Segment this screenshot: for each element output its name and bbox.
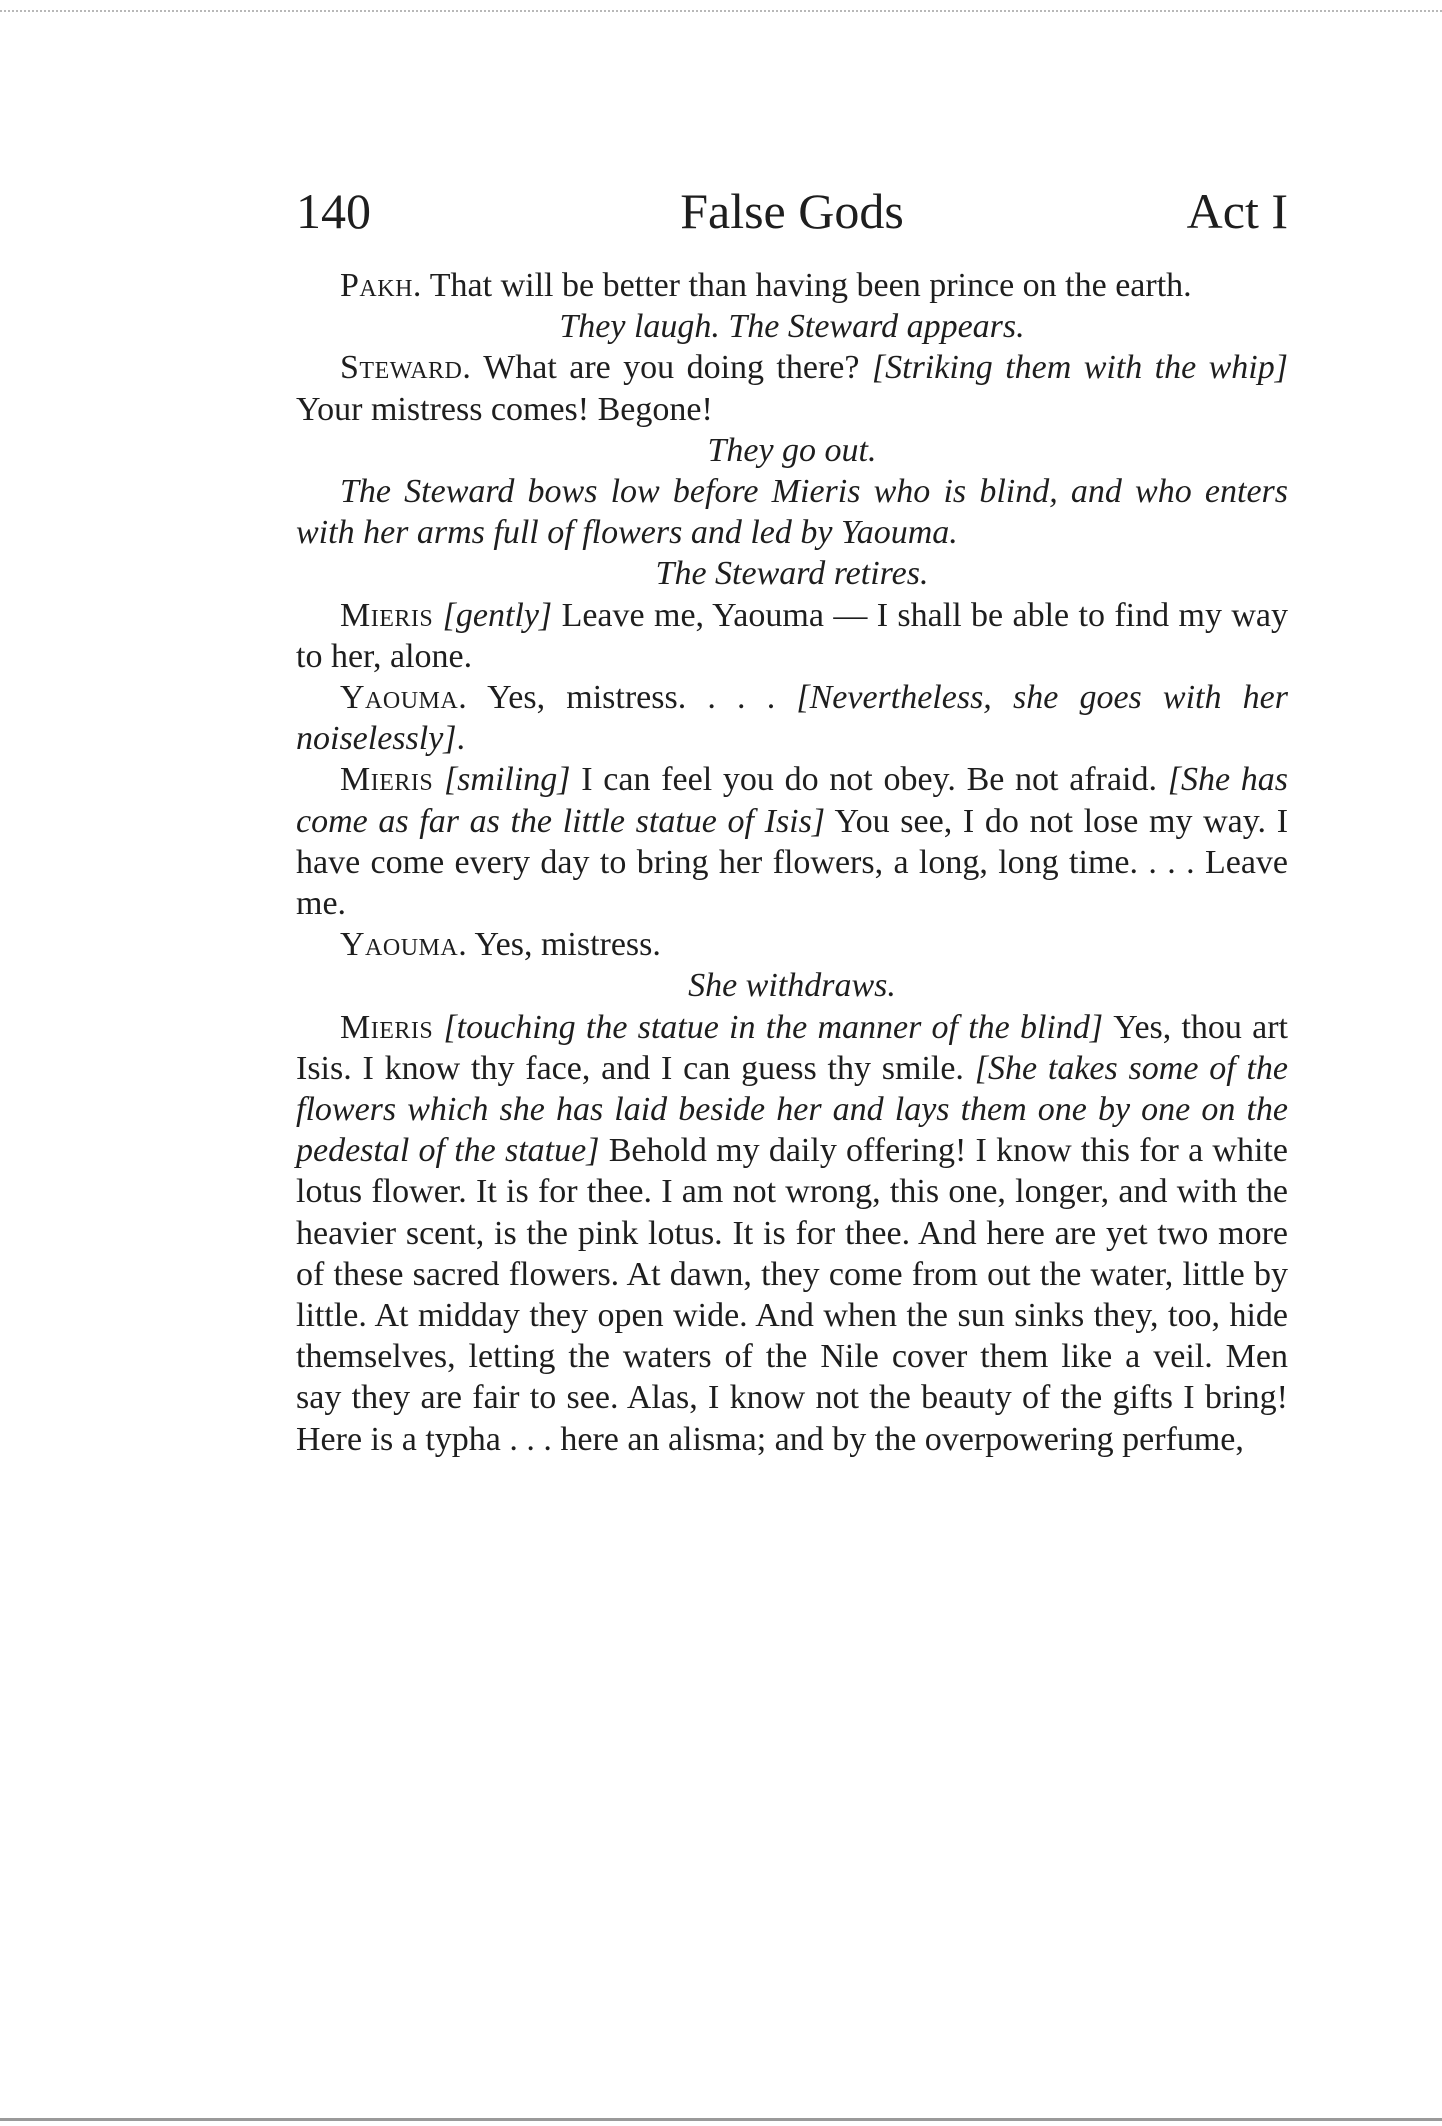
speech-text: Behold my daily offering! I know this for a white lotus flower. It is for thee. I am not wrong, this one, longer, and with the heavier scent, is the pink lotus. It is for thee. And here are yet two more of these sacred flowers. At dawn, they come from out the water, little by little. At midday they open wide. And when the sun sinks they, too, hide themselves, letting the waters of the Nile cover them like a veil. Men say they are fair to see. Alas, I know not the beauty of the gifts I bring! Here is a typha . . . here an alisma; and by the overpowering perfume, — [296, 1132, 1288, 1458]
stage-direction-block: The Steward bows low before Mieris who is blind, and who enters with her arms full of flowers and led by Yaouma. — [296, 473, 1288, 552]
act-label: Act I — [1186, 183, 1288, 239]
speech-text: . — [456, 720, 466, 758]
inline-direction: [Striking them with the whip] — [871, 349, 1288, 387]
inline-direction: [gently] — [433, 596, 562, 634]
speech-mieris — [296, 1007, 1288, 1460]
speech-text: Yes, mistress. — [467, 926, 661, 964]
speaker-name: Pakh. — [340, 267, 422, 304]
speech-yaouma — [296, 677, 1288, 759]
speech-text: Your mistress comes! Begone! — [296, 390, 713, 428]
inline-direction: [touching the statue in the manner of the blind] — [433, 1008, 1114, 1046]
inline-direction: [smiling] — [433, 761, 582, 799]
speaker-name: Mieris — [340, 761, 434, 799]
stage-direction: She withdraws. — [688, 967, 896, 1005]
top-edge-rule — [0, 10, 1442, 12]
inline-direction: [She takes some of the flowers which she has laid beside her and lays them one by one on the pedestal of the statue] — [296, 1049, 1289, 1170]
speech-text: Yes, mistress. . . . — [467, 679, 797, 717]
stage-direction: They go out. — [707, 431, 877, 469]
inline-direction: [She has come as far as the little statue of Isis] — [296, 761, 1288, 840]
speech-text: Leave me, Yaouma — I shall be able to find my way to her, alone. — [296, 596, 1289, 675]
speech-text: I can feel you do not obey. Be not afraid. — [581, 761, 1168, 799]
speaker-name: Mieris — [340, 1008, 434, 1046]
speaker-name: Mieris — [340, 596, 434, 634]
speaker-name: Yaouma. — [340, 679, 468, 717]
speech-pakh — [296, 265, 1288, 306]
stage-direction: The Steward retires. — [655, 555, 929, 593]
speech-text: You see, I do not lose my way. I have come every day to bring her flowers, a long, long time. . . . Leave me. — [296, 802, 1289, 923]
speaker-name: Steward. — [340, 349, 472, 387]
page-number: 140 — [296, 183, 371, 239]
running-title: False Gods — [680, 183, 904, 239]
speaker-name: Yaouma. — [340, 926, 468, 964]
inline-direction: [Nevertheless, she goes with her noiselessly] — [296, 679, 1288, 758]
speech-yaouma — [296, 924, 1288, 965]
stage-direction: They laugh. The Steward appears. — [559, 308, 1025, 346]
speech-text: Yes, thou art Isis. I know thy face, and I can guess thy smile. — [296, 1008, 1288, 1087]
running-header — [296, 176, 1288, 246]
speech-mieris — [296, 759, 1288, 924]
speech-text: What are you doing there? — [471, 349, 872, 387]
speech-steward — [296, 347, 1288, 429]
speech-mieris — [296, 595, 1288, 677]
page-body — [296, 265, 1288, 1460]
speech-text: That will be better than having been prince on the earth. — [421, 267, 1192, 304]
bottom-edge-rule — [0, 2118, 1442, 2121]
